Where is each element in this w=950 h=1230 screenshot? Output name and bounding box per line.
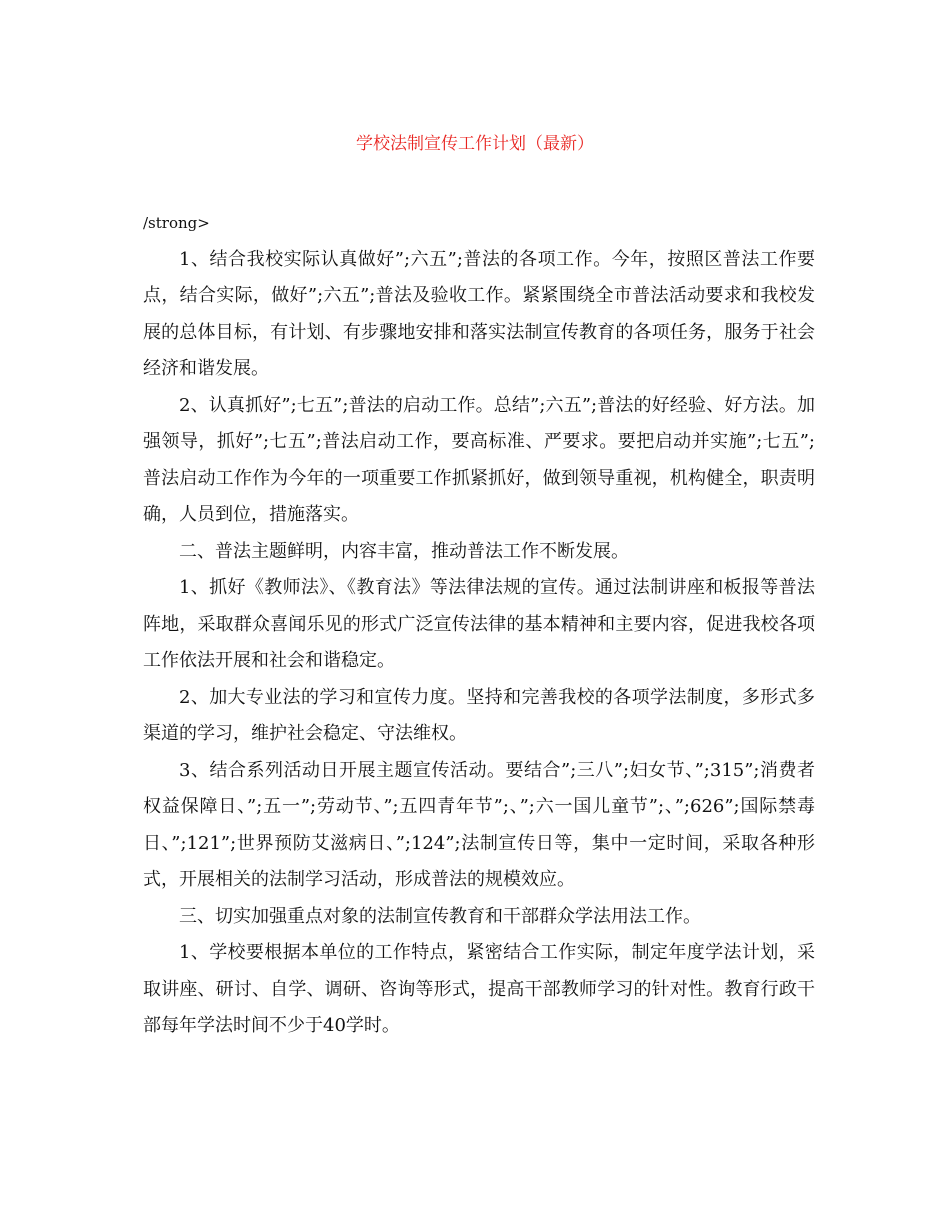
paragraph-2: 2、认真抓好”;七五”;普法的启动工作。总结”;六五”;普法的好经验、好方法。加强领导，抓好”;七五”;普法启动工作，要高标准、严要求。要把启动并实施”;七五”;普法启动工作作为今年的一项重要工作抓紧抓好，做到领导重视，机构健全，职责明确，人员到位，措施落实。 (143, 394, 815, 525)
document-title: 学校法制宣传工作计划（最新） (356, 134, 594, 154)
paragraph-5: 3、结合系列活动日开展主题宣传活动。要结合”;三八”;妇女节、”;315”;消费者权益保障日、”;五一”;劳动节、”;五四青年节”;、”;六一国儿童节”;、”;626”;国际禁毒日、”;121”;世界预防艾滋病日、”;124”;法制宣传日等，集中一定时间，采取各种形式，开展相关的法制学习活动，形成普法的规模效应。 (143, 759, 815, 890)
section-heading-3: 三、切实加强重点对象的法制宣传教育和干部群众学法用法工作。 (179, 905, 701, 927)
paragraph-1: 1、结合我校实际认真做好”;六五”;普法的各项工作。今年，按照区普法工作要点，结合实际，做好”;六五”;普法及验收工作。紧紧围绕全市普法活动要求和我校发展的总体目标，有计划、有步骤地安排和落实法制宣传教育的各项任务，服务于社会经济和谐发展。 (143, 248, 815, 379)
stray-markup-text: /strong> (143, 214, 210, 232)
paragraph-4: 2、加大专业法的学习和宣传力度。坚持和完善我校的各项学法制度，多形式多渠道的学习，维护社会稳定、守法维权。 (143, 686, 815, 744)
paragraph-6: 1、学校要根据本单位的工作特点，紧密结合工作实际，制定年度学法计划，采取讲座、研讨、自学、调研、咨询等形式，提高干部教师学习的针对性。教育行政干部每年学法时间不少于40学时。 (143, 942, 815, 1036)
document-body (143, 205, 815, 1045)
paragraph-3: 1、抓好《教师法》、《教育法》等法律法规的宣传。通过法制讲座和板报等普法阵地，采取群众喜闻乐见的形式广泛宣传法律的基本精神和主要内容，促进我校各项工作依法开展和社会和谐稳定。 (143, 577, 815, 671)
section-heading-2: 二、普法主题鲜明，内容丰富，推动普法工作不断发展。 (179, 540, 629, 562)
